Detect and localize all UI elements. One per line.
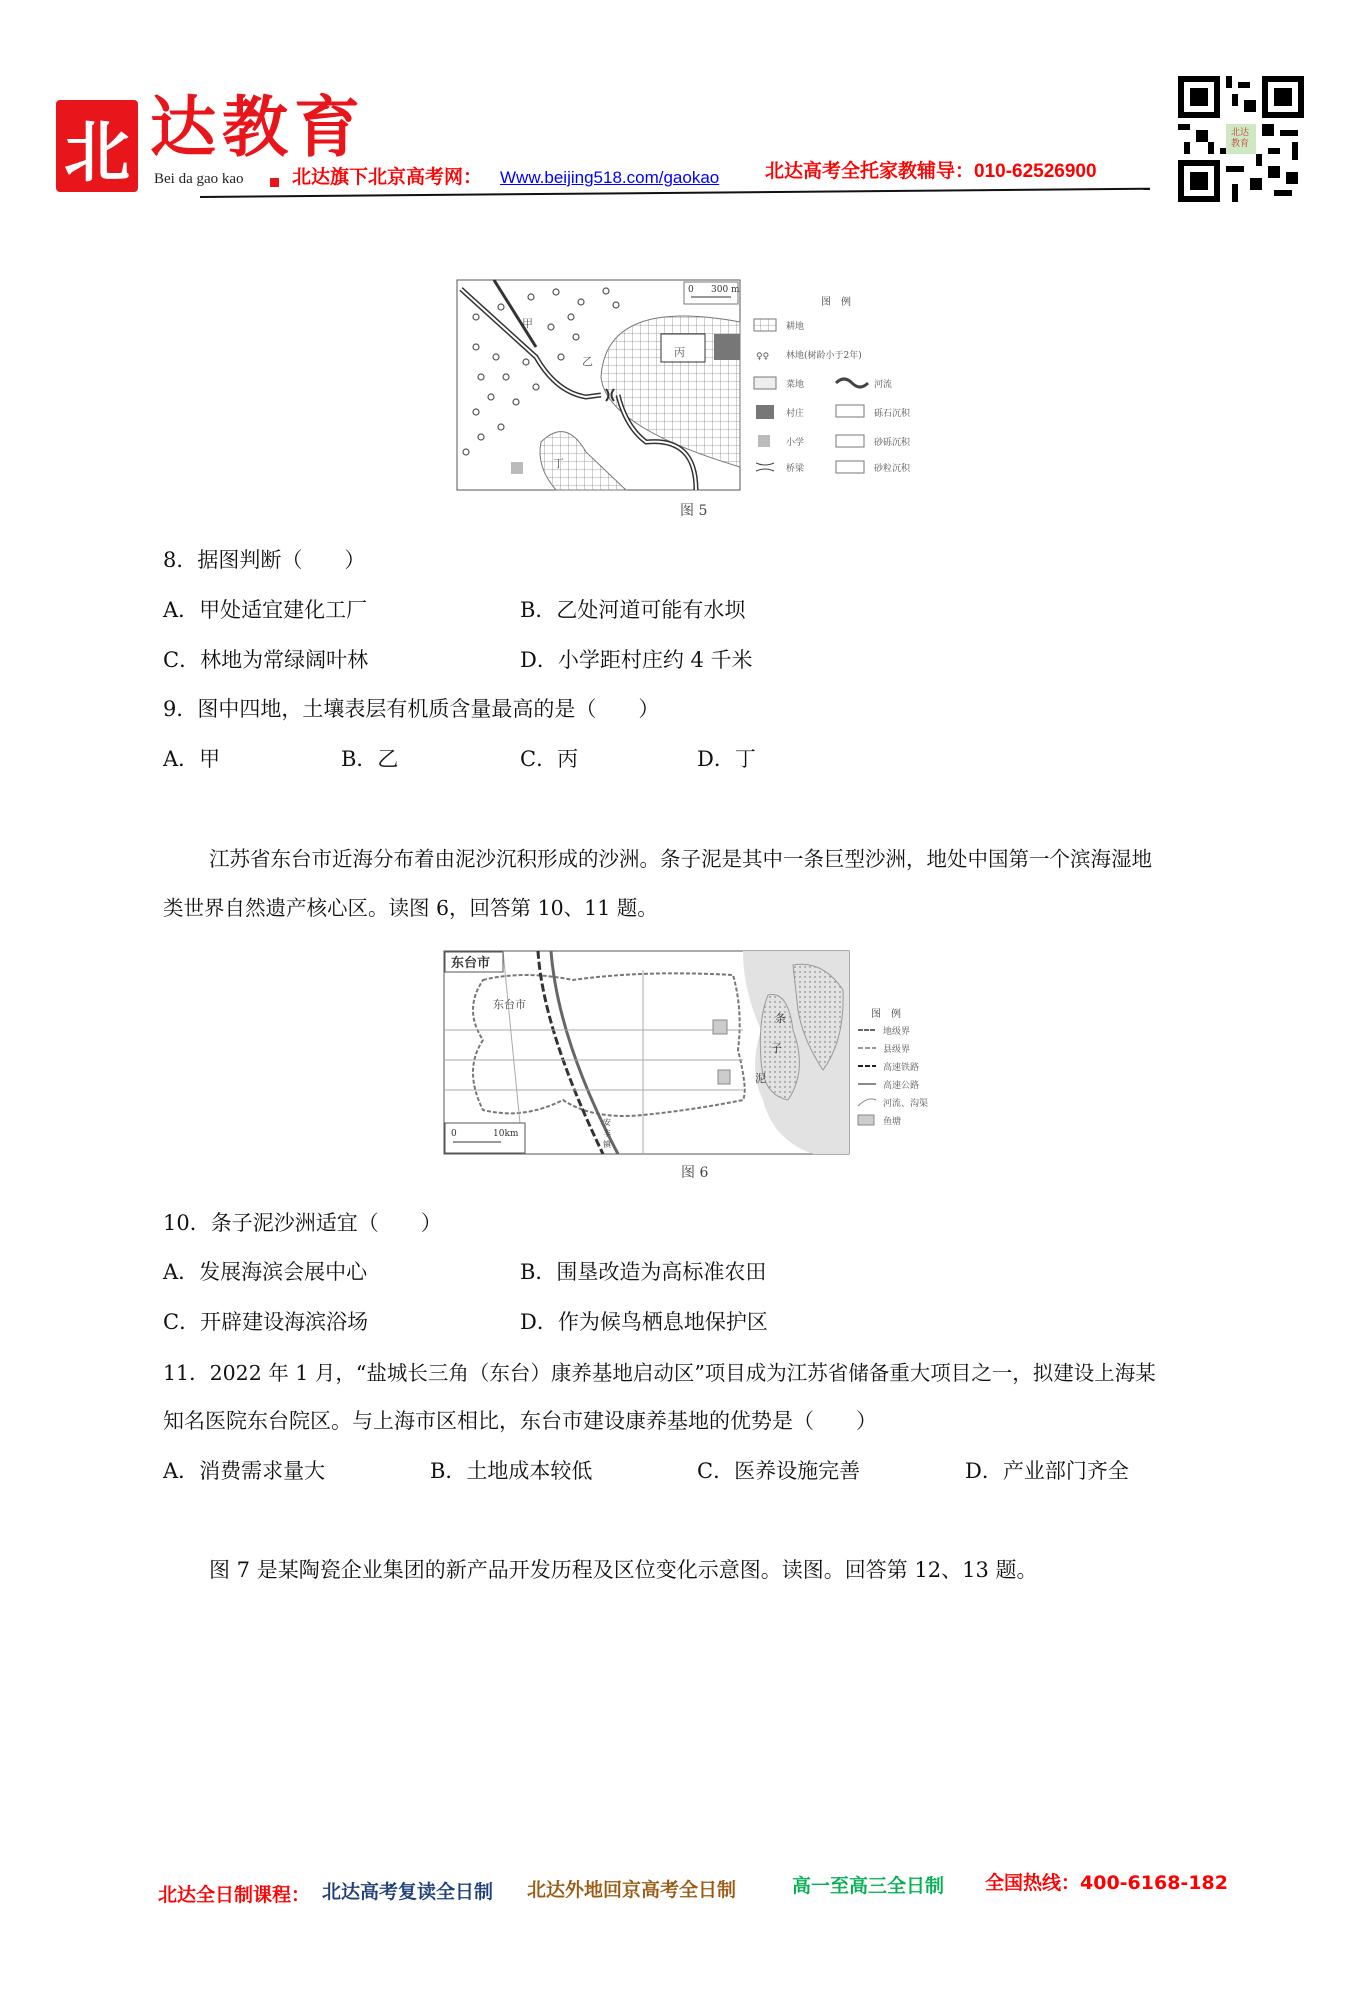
svg-text:0: 0 xyxy=(451,1129,457,1139)
svg-text:河流: 河流 xyxy=(874,380,893,390)
footer-course-2: 北达外地回京高考全日制 xyxy=(527,1879,737,1901)
figure-5-caption: 图 5 xyxy=(680,503,708,519)
passage-line-2: 类世界自然遗产核心区。读图 6，回答第 10、11 题。 xyxy=(163,896,658,920)
figure-6-map xyxy=(443,950,943,1160)
passage-figure-7: 图 7 是某陶瓷企业集团的新产品开发历程及区位变化示意图。读图。回答第 12、13 题。 xyxy=(209,1558,1038,1582)
footer-course-1: 北达高考复读全日制 xyxy=(322,1881,494,1903)
map-title: 东台市 xyxy=(451,956,491,971)
legend-title: 图 例 xyxy=(821,297,851,308)
svg-text:高速铁路: 高速铁路 xyxy=(883,1063,920,1073)
footer-hotline: 全国热线：400-6168-182 xyxy=(985,1872,1228,1894)
header-divider xyxy=(200,188,1150,198)
logo-char: 北 xyxy=(64,112,130,191)
svg-text:丰: 丰 xyxy=(603,1129,611,1138)
label-yi: 乙 xyxy=(582,355,593,368)
label-bing: 丙 xyxy=(674,346,685,359)
q11-option-b[interactable]: B．土地成本较低 xyxy=(430,1459,593,1483)
sandbar-label-1: 条 xyxy=(775,1012,786,1025)
svg-text:林地(树龄小于2年): 林地(树龄小于2年) xyxy=(786,351,862,361)
q9-option-b[interactable]: B．乙 xyxy=(341,747,399,771)
svg-text:砂粒沉积: 砂粒沉积 xyxy=(874,464,911,474)
scale-distance: 300 m xyxy=(711,285,740,295)
site-label: 北达旗下北京高考网： xyxy=(292,167,483,188)
svg-text:耕地: 耕地 xyxy=(786,322,805,332)
legend xyxy=(754,319,911,474)
village xyxy=(714,334,740,360)
svg-text:砂砾沉积: 砂砾沉积 xyxy=(874,438,911,448)
passage-line-1: 江苏省东台市近海分布着由泥沙沉积形成的沙洲。条子泥是其中一条巨型沙洲，地处中国第一个滨海湿地 xyxy=(209,847,1152,871)
legend xyxy=(858,1025,928,1127)
school-icon xyxy=(511,462,523,474)
tutor-hotline: 北达高考全托家教辅导：010-62526900 xyxy=(765,161,1097,182)
svg-text:10km: 10km xyxy=(493,1129,519,1139)
city-label: 东台市 xyxy=(493,998,526,1011)
svg-text:高速公路: 高速公路 xyxy=(883,1081,920,1091)
q10-option-b[interactable]: B．围垦改造为高标准农田 xyxy=(520,1260,767,1284)
q10-option-d[interactable]: D．作为候鸟栖息地保护区 xyxy=(520,1310,768,1334)
svg-text:县级界: 县级界 xyxy=(883,1045,911,1055)
svg-text:鱼塘: 鱼塘 xyxy=(883,1117,902,1127)
q8-option-c[interactable]: C．林地为常绿阔叶林 xyxy=(163,648,369,672)
q8-stem: 8．据图判断（ ） xyxy=(163,548,366,572)
scale-zero: 0 xyxy=(688,285,694,295)
svg-text:镇: 镇 xyxy=(603,1140,611,1149)
label-jia: 甲 xyxy=(522,317,533,330)
logo-subtitle: Bei da gao kao xyxy=(154,171,244,187)
q11-option-c[interactable]: C．医养设施完善 xyxy=(697,1459,861,1483)
logo-text: 达教育 xyxy=(150,88,366,166)
logo-mark xyxy=(56,100,138,192)
q9-option-a[interactable]: A．甲 xyxy=(163,747,221,771)
svg-text:地级界: 地级界 xyxy=(883,1027,911,1037)
legend-title: 图 例 xyxy=(871,1009,901,1020)
svg-text:安: 安 xyxy=(603,1118,611,1127)
q8-option-d[interactable]: D．小学距村庄约 4 千米 xyxy=(520,648,753,672)
footer-label: 北达全日制课程： xyxy=(158,1884,311,1906)
q10-option-a[interactable]: A．发展海滨会展中心 xyxy=(163,1260,368,1284)
footer-course-3: 高一至高三全日制 xyxy=(792,1875,945,1897)
q11-option-d[interactable]: D．产业部门齐全 xyxy=(965,1459,1129,1483)
q9-stem: 9．图中四地，土壤表层有机质含量最高的是（ ） xyxy=(163,697,660,721)
q9-option-d[interactable]: D．丁 xyxy=(697,747,756,771)
sandbar-label-3: 泥 xyxy=(755,1072,766,1085)
q8-option-a[interactable]: A．甲处适宜建化工厂 xyxy=(163,598,368,622)
q8-option-b[interactable]: B．乙处河道可能有水坝 xyxy=(520,598,746,622)
sandbar-label-2: 子 xyxy=(771,1042,782,1055)
q11-stem-line-2: 知名医院东台院区。与上海市区相比，东台市建设康养基地的优势是（ ） xyxy=(163,1409,877,1433)
svg-text:村庄: 村庄 xyxy=(786,409,805,419)
svg-text:桥梁: 桥梁 xyxy=(786,464,805,474)
qr-center-text: 北达教育 xyxy=(1230,128,1249,149)
bullet-square xyxy=(270,178,279,187)
figure-6-caption: 图 6 xyxy=(681,1165,709,1181)
svg-text:♀♀: ♀♀ xyxy=(756,352,770,362)
figure-5-map xyxy=(456,277,936,497)
site-link[interactable]: Www.beijing518.com/gaokao xyxy=(500,168,720,187)
svg-text:砾石沉积: 砾石沉积 xyxy=(874,409,911,419)
q11-option-a[interactable]: A．消费需求量大 xyxy=(163,1459,326,1483)
label-ding: 丁 xyxy=(553,457,564,470)
q11-stem-line-1: 11．2022 年 1 月，“盐城长三角（东台）康养基地启动区”项目成为江苏省储备重大项目之一，拟建设上海某 xyxy=(163,1361,1156,1385)
svg-text:河流、沟渠: 河流、沟渠 xyxy=(883,1099,929,1109)
svg-text:小学: 小学 xyxy=(786,438,805,448)
q10-stem: 10．条子泥沙洲适宜（ ） xyxy=(163,1211,442,1235)
svg-text:菜地: 菜地 xyxy=(786,380,805,390)
q10-option-c[interactable]: C．开辟建设海滨浴场 xyxy=(163,1310,369,1334)
q9-option-c[interactable]: C．丙 xyxy=(520,747,579,771)
